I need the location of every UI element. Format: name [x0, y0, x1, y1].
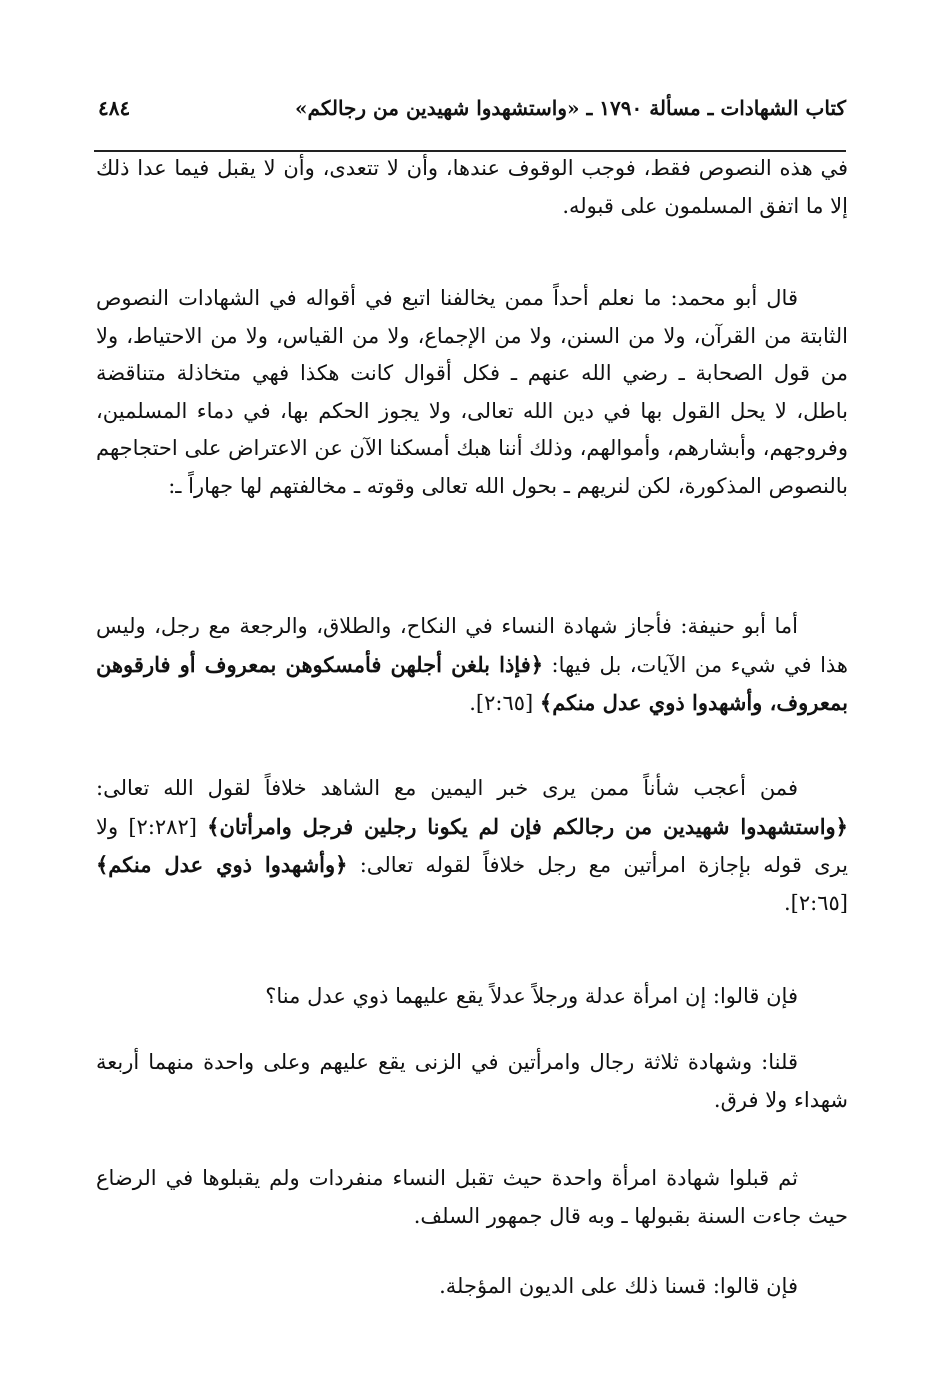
paragraph-2: قال أبو محمد: ما نعلم أحداً ممن يخالفنا اتبع في أقواله في الشهادات النصوص الثابتة من القرآن، ولا من السنن، ولا من الإجماع، ولا من القياس، ولا من الاحتياط، ولا من قول الصحابة ـ رضي الله عنهم ـ فكل أقوال كانت هكذا فهي متخاذلة متناقضة باطل، لا يحل القول بها في دين الله تعالى، ولا يجوز الحكم بها، في دماء المسلمين، وفروجهم، وأبشارهم، وأموالهم، وذلك أننا هبك أمسكنا الآن عن الاعتراض على احتجاجهم بالنصوص المذكورة، لكن لنريهم ـ بحول الله تعالى وقوته ـ مخالفتهم لها جهاراً ـ: [96, 286, 848, 498]
page-number: ٤٨٤ [98, 96, 131, 120]
verse-reference: [٢:٢٨٢] [118, 814, 208, 839]
paragraph-4-lead: فمن أعجب شأناً ممن يرى خبر اليمين مع الشاهد خلافاً لقول الله تعالى: [96, 776, 798, 800]
paragraph-5: فإن قالوا: إن امرأة عدلة ورجلاً عدلاً يقع عليهما ذوي عدل منا؟ [265, 984, 798, 1008]
paragraph-1: في هذه النصوص فقط، فوجب الوقوف عندها، وأن لا تتعدى، وأن لا يقبل فيما عدا ذلك إلا ما اتفق المسلمون على قبوله. [96, 156, 848, 218]
quran-quote: ﴿واستشهدوا شهيدين من رجالكم فإن لم يكونا رجلين فرجل وامرأتان﴾ [207, 813, 848, 839]
verse-reference: [٢:٦٥]. [784, 890, 848, 915]
paragraph-6: قلنا: وشهادة ثلاثة رجال وامرأتين في الزنى يقع عليهم وعلى واحدة منهما أربعة شهداء ولا فرق. [96, 1050, 848, 1112]
quran-quote: ﴿وأشهدوا ذوي عدل منكم﴾ [96, 852, 348, 877]
paragraph-7: ثم قبلوا شهادة امرأة واحدة حيث تقبل النساء منفردات ولم يقبلوها في الرضاع حيث جاءت السنة بقبولها ـ وبه قال جمهور السلف. [96, 1166, 848, 1228]
paragraph-4-mid: ولا يرى قوله بإجازة امرأتين مع رجل خلافاً لقوله تعالى: [96, 814, 848, 877]
paragraph-3 [96, 608, 848, 723]
paragraph-3-lead: أما أبو حنيفة: فأجاز شهادة النساء في النكاح، والطلاق، والرجعة مع رجل، وليس هذا في شيء من الآيات، بل فيها: [96, 614, 848, 677]
verse-reference: [٢:٦٥]. [469, 691, 540, 715]
paragraph-4 [96, 770, 848, 922]
quran-quote: ﴿فإذا بلغن أجلهن فأمسكوهن بمعروف أو فارقوهن بمعروف، وأشهدوا ذوي عدل منكم﴾ [96, 651, 848, 715]
paragraph-8: فإن قالوا: قسنا ذلك على الديون المؤجلة. [439, 1274, 798, 1298]
running-title: كتاب الشهادات ـ مسألة ١٧٩٠ ـ «واستشهدوا شهيدين من رجالكم» [295, 96, 846, 120]
page-header [98, 86, 846, 130]
